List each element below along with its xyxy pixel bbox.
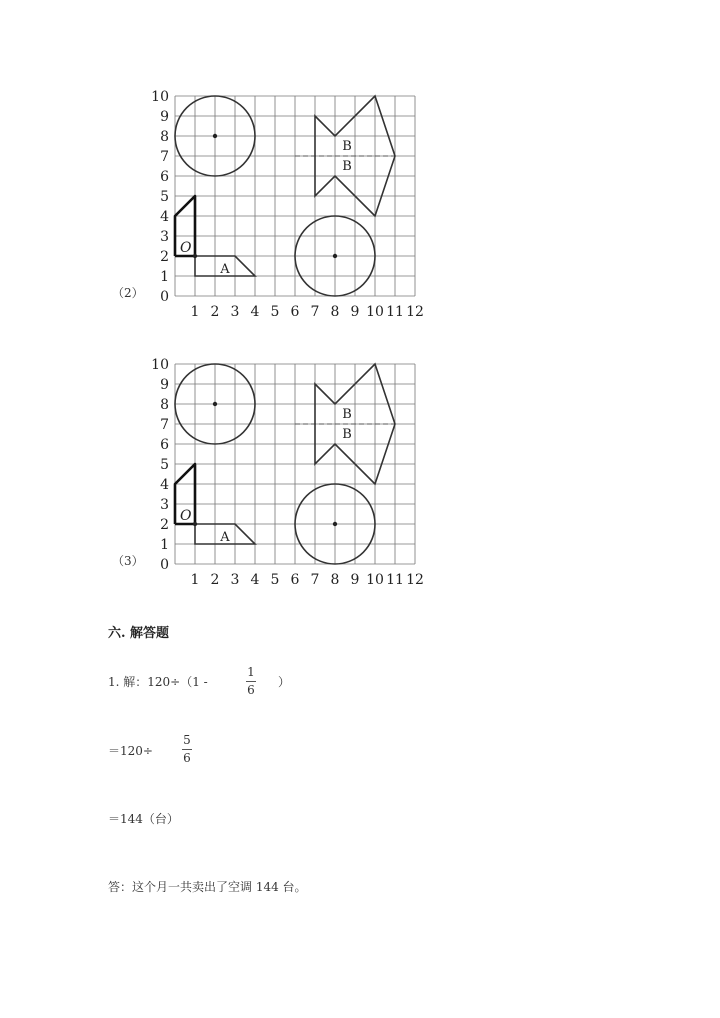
x-tick-label: 9 — [350, 572, 360, 588]
shape-label-b-bottom: B — [342, 427, 352, 442]
solution-line-1-suffix: ） — [278, 675, 291, 689]
y-tick-label: 5 — [160, 457, 169, 473]
y-tick-label: 3 — [160, 497, 169, 513]
origin-label: O — [180, 240, 192, 256]
shape-label-a: A — [220, 530, 230, 545]
x-tick-label: 10 — [366, 572, 384, 588]
x-tick-label: 8 — [330, 304, 340, 320]
fraction-denominator: 6 — [247, 683, 255, 697]
y-tick-label: 8 — [160, 129, 169, 145]
x-tick-label: 11 — [386, 304, 404, 320]
y-tick-label: 1 — [160, 537, 169, 553]
fraction-numerator: 1 — [247, 665, 255, 679]
x-tick-label: 6 — [290, 572, 300, 588]
y-tick-label: 5 — [160, 189, 169, 205]
shape-label-a: A — [220, 262, 230, 277]
x-tick-label: 5 — [270, 572, 280, 588]
x-tick-label: 12 — [406, 572, 424, 588]
coordinate-grid — [140, 90, 440, 330]
y-tick-label: 4 — [160, 209, 169, 225]
y-tick-label: 7 — [160, 149, 169, 165]
answer-text: 答：这个月一共卖出了空调 144 台。 — [108, 880, 307, 894]
center-dot — [333, 522, 337, 526]
y-tick-label: 7 — [160, 417, 169, 433]
fraction-bar — [182, 749, 192, 750]
y-tick-label: 6 — [160, 437, 169, 453]
x-tick-label: 2 — [210, 572, 220, 588]
x-tick-label: 9 — [350, 304, 360, 320]
x-tick-label: 6 — [290, 304, 300, 320]
solution-line-1-prefix: 1. 解：120÷（1 - — [108, 675, 208, 689]
x-tick-label: 5 — [270, 304, 280, 320]
coordinate-grid — [140, 358, 440, 598]
y-tick-label: 9 — [160, 109, 169, 125]
y-tick-label: 2 — [160, 517, 169, 533]
origin-dot — [193, 522, 197, 526]
x-tick-label: 4 — [250, 572, 260, 588]
x-tick-label: 12 — [406, 304, 424, 320]
center-dot — [213, 134, 217, 138]
x-tick-label: 10 — [366, 304, 384, 320]
y-tick-label: 8 — [160, 397, 169, 413]
y-tick-label: 0 — [160, 289, 169, 305]
x-tick-label: 3 — [230, 304, 240, 320]
shape-label-b-top: B — [342, 407, 352, 422]
origin-label: O — [180, 508, 192, 524]
origin-dot — [193, 254, 197, 258]
y-tick-label: 0 — [160, 557, 169, 573]
fraction-denominator: 6 — [183, 751, 191, 765]
x-tick-label: 3 — [230, 572, 240, 588]
x-tick-label: 1 — [190, 572, 200, 588]
center-dot — [333, 254, 337, 258]
part-label: （3） — [112, 554, 144, 568]
y-tick-label: 2 — [160, 249, 169, 265]
y-tick-label: 9 — [160, 377, 169, 393]
shape-label-b-bottom: B — [342, 159, 352, 174]
x-tick-label: 11 — [386, 572, 404, 588]
fraction-one-sixth — [243, 665, 259, 697]
y-tick-label: 10 — [151, 358, 169, 373]
part-label: （2） — [112, 286, 144, 300]
y-tick-label: 10 — [151, 90, 169, 105]
x-tick-label: 1 — [190, 304, 200, 320]
x-tick-label: 2 — [210, 304, 220, 320]
section-title: 六. 解答题 — [108, 626, 170, 641]
x-tick-label: 4 — [250, 304, 260, 320]
center-dot — [213, 402, 217, 406]
fraction-numerator: 5 — [183, 733, 191, 747]
solution-line-2-prefix: ＝120÷ — [108, 744, 153, 758]
y-tick-label: 6 — [160, 169, 169, 185]
x-tick-label: 8 — [330, 572, 340, 588]
x-tick-label: 7 — [310, 304, 320, 320]
y-tick-label: 3 — [160, 229, 169, 245]
solution-line-3: ＝144（台） — [108, 812, 179, 826]
y-tick-label: 4 — [160, 477, 169, 493]
fraction-five-sixths — [179, 733, 195, 765]
x-tick-label: 7 — [310, 572, 320, 588]
y-tick-label: 1 — [160, 269, 169, 285]
fraction-bar — [246, 681, 256, 682]
shape-label-b-top: B — [342, 139, 352, 154]
